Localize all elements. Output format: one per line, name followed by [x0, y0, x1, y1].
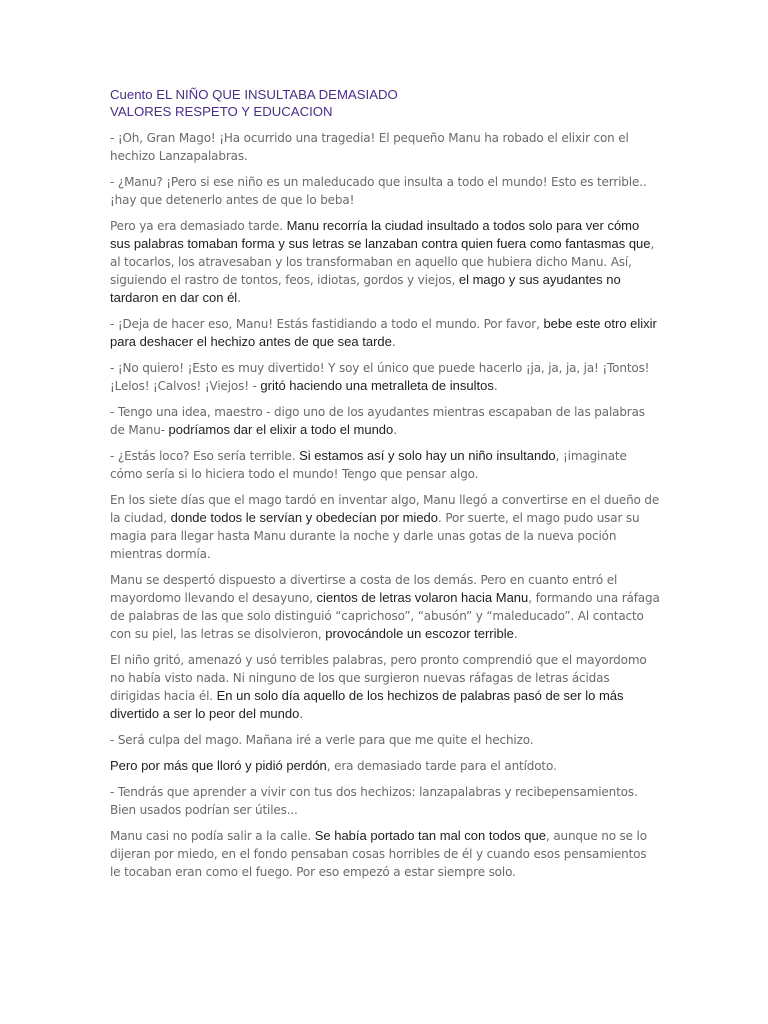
highlighted-text: Pero por más que lloró y pidió perdón: [110, 758, 327, 773]
story-paragraph: [110, 217, 660, 307]
paragraph-text: - Será culpa del mago. Mañana iré a verle para que me quite el hechizo.: [110, 733, 534, 747]
highlighted-text: Si estamos así y solo hay un niño insultando: [299, 448, 556, 463]
story-paragraph: [110, 491, 660, 563]
story-paragraph: [110, 315, 660, 351]
paragraph-text: Manu casi no podía salir a la calle.: [110, 829, 315, 843]
highlighted-text: el mago y sus ayudantes no tardaron en dar con él: [110, 272, 621, 305]
document-page: [110, 86, 660, 889]
paragraph-text: .: [299, 707, 304, 721]
story-paragraph: [110, 571, 660, 643]
story-paragraph: [110, 757, 660, 775]
paragraph-text: .: [393, 423, 397, 437]
values-subtitle: VALORES RESPETO Y EDUCACION: [110, 104, 333, 119]
paragraph-text: Pero ya era demasiado tarde.: [110, 219, 287, 233]
paragraph-text: - ¡Deja de hacer eso, Manu! Estás fastidiando a todo el mundo. Por favor,: [110, 317, 544, 331]
highlighted-text: bebe este otro elixir para deshacer el hechizo antes de que sea tarde: [110, 316, 657, 349]
paragraph-text: , formando una ráfaga de palabras de las que solo distinguió “caprichoso”, “abusón” y “maleducado”. Al contacto con su piel, las letras se disolvieron,: [110, 591, 660, 641]
highlighted-text: Se había portado tan mal con todos que: [314, 828, 546, 843]
paragraph-text: Manu se despertó dispuesto a divertirse a costa de los demás. Pero en cuanto entró el mayordomo llevando el desayuno,: [110, 573, 618, 605]
paragraph-text: , ¡imaginate cómo sería si lo hiciera todo el mundo! Tengo que pensar algo.: [110, 449, 627, 481]
paragraph-text: - ¿Estás loco? Eso sería terrible.: [110, 449, 300, 463]
story-paragraph: [110, 129, 660, 165]
paragraph-text: .: [391, 335, 396, 349]
paragraph-text: - Tendrás que aprender a vivir con tus dos hechizos: lanzapalabras y recibepensamientos. Bien usados podrían ser útiles...: [110, 785, 638, 817]
highlighted-text: donde todos le servían y obedecían por miedo: [170, 510, 439, 525]
paragraph-text: . Por suerte, el mago pudo usar su magia para llegar hasta Manu durante la noche y darle unas gotas de la nueva poción mientras dormía.: [110, 511, 640, 561]
story-paragraph: [110, 403, 660, 439]
story-paragraph: [110, 731, 660, 749]
story-title: Cuento EL NIÑO QUE INSULTABA DEMASIADO: [110, 87, 398, 102]
story-paragraph: [110, 827, 660, 881]
story-paragraph: [110, 359, 660, 395]
paragraph-text: .: [237, 291, 241, 305]
highlighted-text: En un solo día aquello de los hechizos de palabras pasó de ser lo más divertido a ser lo peor del mundo: [110, 688, 624, 721]
story-paragraph: [110, 783, 660, 819]
story-paragraph: [110, 173, 660, 209]
highlighted-text: provocándole un escozor terrible: [325, 626, 514, 641]
paragraph-text: El niño gritó, amenazó y usó terribles palabras, pero pronto comprendió que el mayordomo no había visto nada. Ni ninguno de los que surgieron nuevas ráfagas de letras ácidas dirigidas hacia él.: [110, 653, 647, 703]
paragraph-text: En los siete días que el mago tardó en inventar algo, Manu llegó a convertirse en el dueño de la ciudad,: [110, 493, 660, 525]
highlighted-text: podríamos dar el elixir a todo el mundo: [168, 422, 394, 437]
paragraph-text: , aunque no se lo dijeran por miedo, en el fondo pensaban cosas horribles de él y cuando esos pensamientos le tocaban eran como el fuego. Por eso empezó a estar siempre solo.: [110, 829, 647, 879]
paragraph-text: - ¡Oh, Gran Mago! ¡Ha ocurrido una tragedia! El pequeño Manu ha robado el elixir con el hechizo Lanzapalabras.: [110, 131, 629, 163]
paragraph-text: .: [513, 627, 518, 641]
story-paragraph: [110, 651, 660, 723]
document-title: [110, 86, 660, 120]
paragraph-text: - Tengo una idea, maestro - digo uno de los ayudantes mientras escapaban de las palabras de Manu-: [110, 405, 645, 437]
highlighted-text: gritó haciendo una metralleta de insultos: [260, 378, 494, 393]
story-paragraph: [110, 447, 660, 483]
highlighted-text: cientos de letras volaron hacia Manu: [316, 590, 529, 605]
paragraph-text: .: [493, 379, 498, 393]
paragraph-text: - ¡No quiero! ¡Esto es muy divertido! Y soy el único que puede hacerlo ¡ja, ja, ja, ja! ¡Tontos! ¡Lelos! ¡Calvos! ¡Viejos! -: [110, 361, 650, 393]
story-body: [110, 129, 660, 881]
highlighted-text: Manu recorría la ciudad insultado a todos solo para ver cómo sus palabras tomaban forma y sus letras se lanzaban contra quien fuera como fantasmas que: [110, 218, 651, 251]
paragraph-text: - ¿Manu? ¡Pero si ese niño es un maleducado que insulta a todo el mundo! Esto es terrible.. ¡hay que detenerlo antes de que lo beba!: [110, 175, 647, 207]
paragraph-text: , al tocarlos, los atravesaban y los transformaban en aquello que hubiera dicho Manu. Así, siguiendo el rastro de tontos, feos, idiotas, gordos y viejos,: [110, 237, 655, 287]
paragraph-text: , era demasiado tarde para el antídoto.: [326, 759, 557, 773]
